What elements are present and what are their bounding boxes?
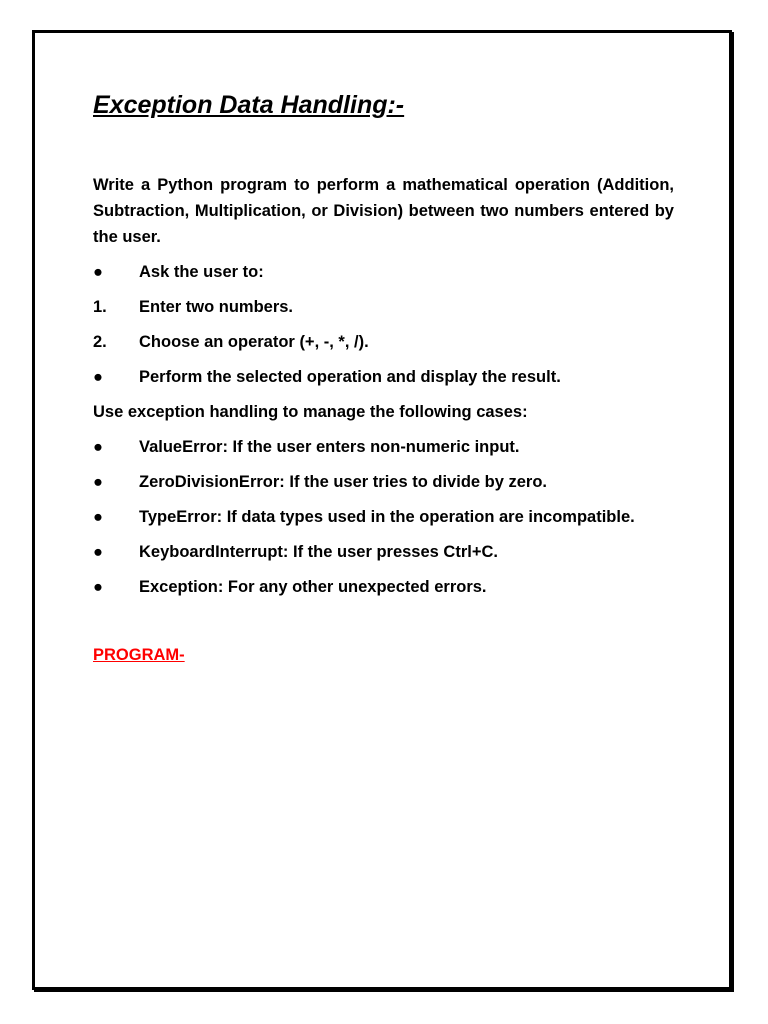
list-item-text: Exception: For any other unexpected errors.: [139, 578, 487, 596]
list-item-text: ZeroDivisionError: If the user tries to divide by zero.: [139, 473, 548, 491]
list-item-text: Perform the selected operation and display the result.: [139, 368, 561, 386]
number-marker: 2.: [93, 333, 107, 351]
list-item: [93, 259, 674, 285]
cases-intro: Use exception handling to manage the following cases:: [93, 403, 528, 421]
list-item: [93, 574, 674, 600]
document-title: Exception Data Handling:-: [93, 91, 405, 119]
list-item: [93, 434, 674, 460]
list-item-text: KeyboardInterrupt: If the user presses Ctrl+C.: [139, 543, 498, 561]
list-item-text: Enter two numbers.: [139, 298, 294, 316]
list-item: [93, 364, 674, 390]
bullet-marker: ●: [93, 438, 103, 456]
bullet-marker: ●: [93, 263, 103, 281]
bullet-marker: ●: [93, 543, 103, 561]
list-item-text: Choose an operator (+, -, *, /).: [139, 333, 369, 351]
list-item-text: TypeError: If data types used in the operation are incompatible.: [139, 508, 635, 526]
list-item-text: Ask the user to:: [139, 263, 264, 281]
bullet-marker: ●: [93, 508, 103, 526]
list-item-text: ValueError: If the user enters non-numeric input.: [139, 438, 520, 456]
list-item: [93, 504, 674, 530]
list-item: [93, 469, 674, 495]
number-marker: 1.: [93, 298, 107, 316]
bullet-marker: ●: [93, 473, 103, 491]
list-item: [93, 329, 674, 355]
document-body: [93, 88, 674, 668]
list-item: [93, 294, 674, 320]
bullet-marker: ●: [93, 578, 103, 596]
intro-paragraph: Write a Python program to perform a mathematical operation (Addition, Subtraction, Multiplication, or Division) between two numbers entered by the user.: [93, 176, 674, 246]
list-item: [93, 539, 674, 565]
program-label: PROGRAM-: [93, 646, 185, 664]
bullet-marker: ●: [93, 368, 103, 386]
